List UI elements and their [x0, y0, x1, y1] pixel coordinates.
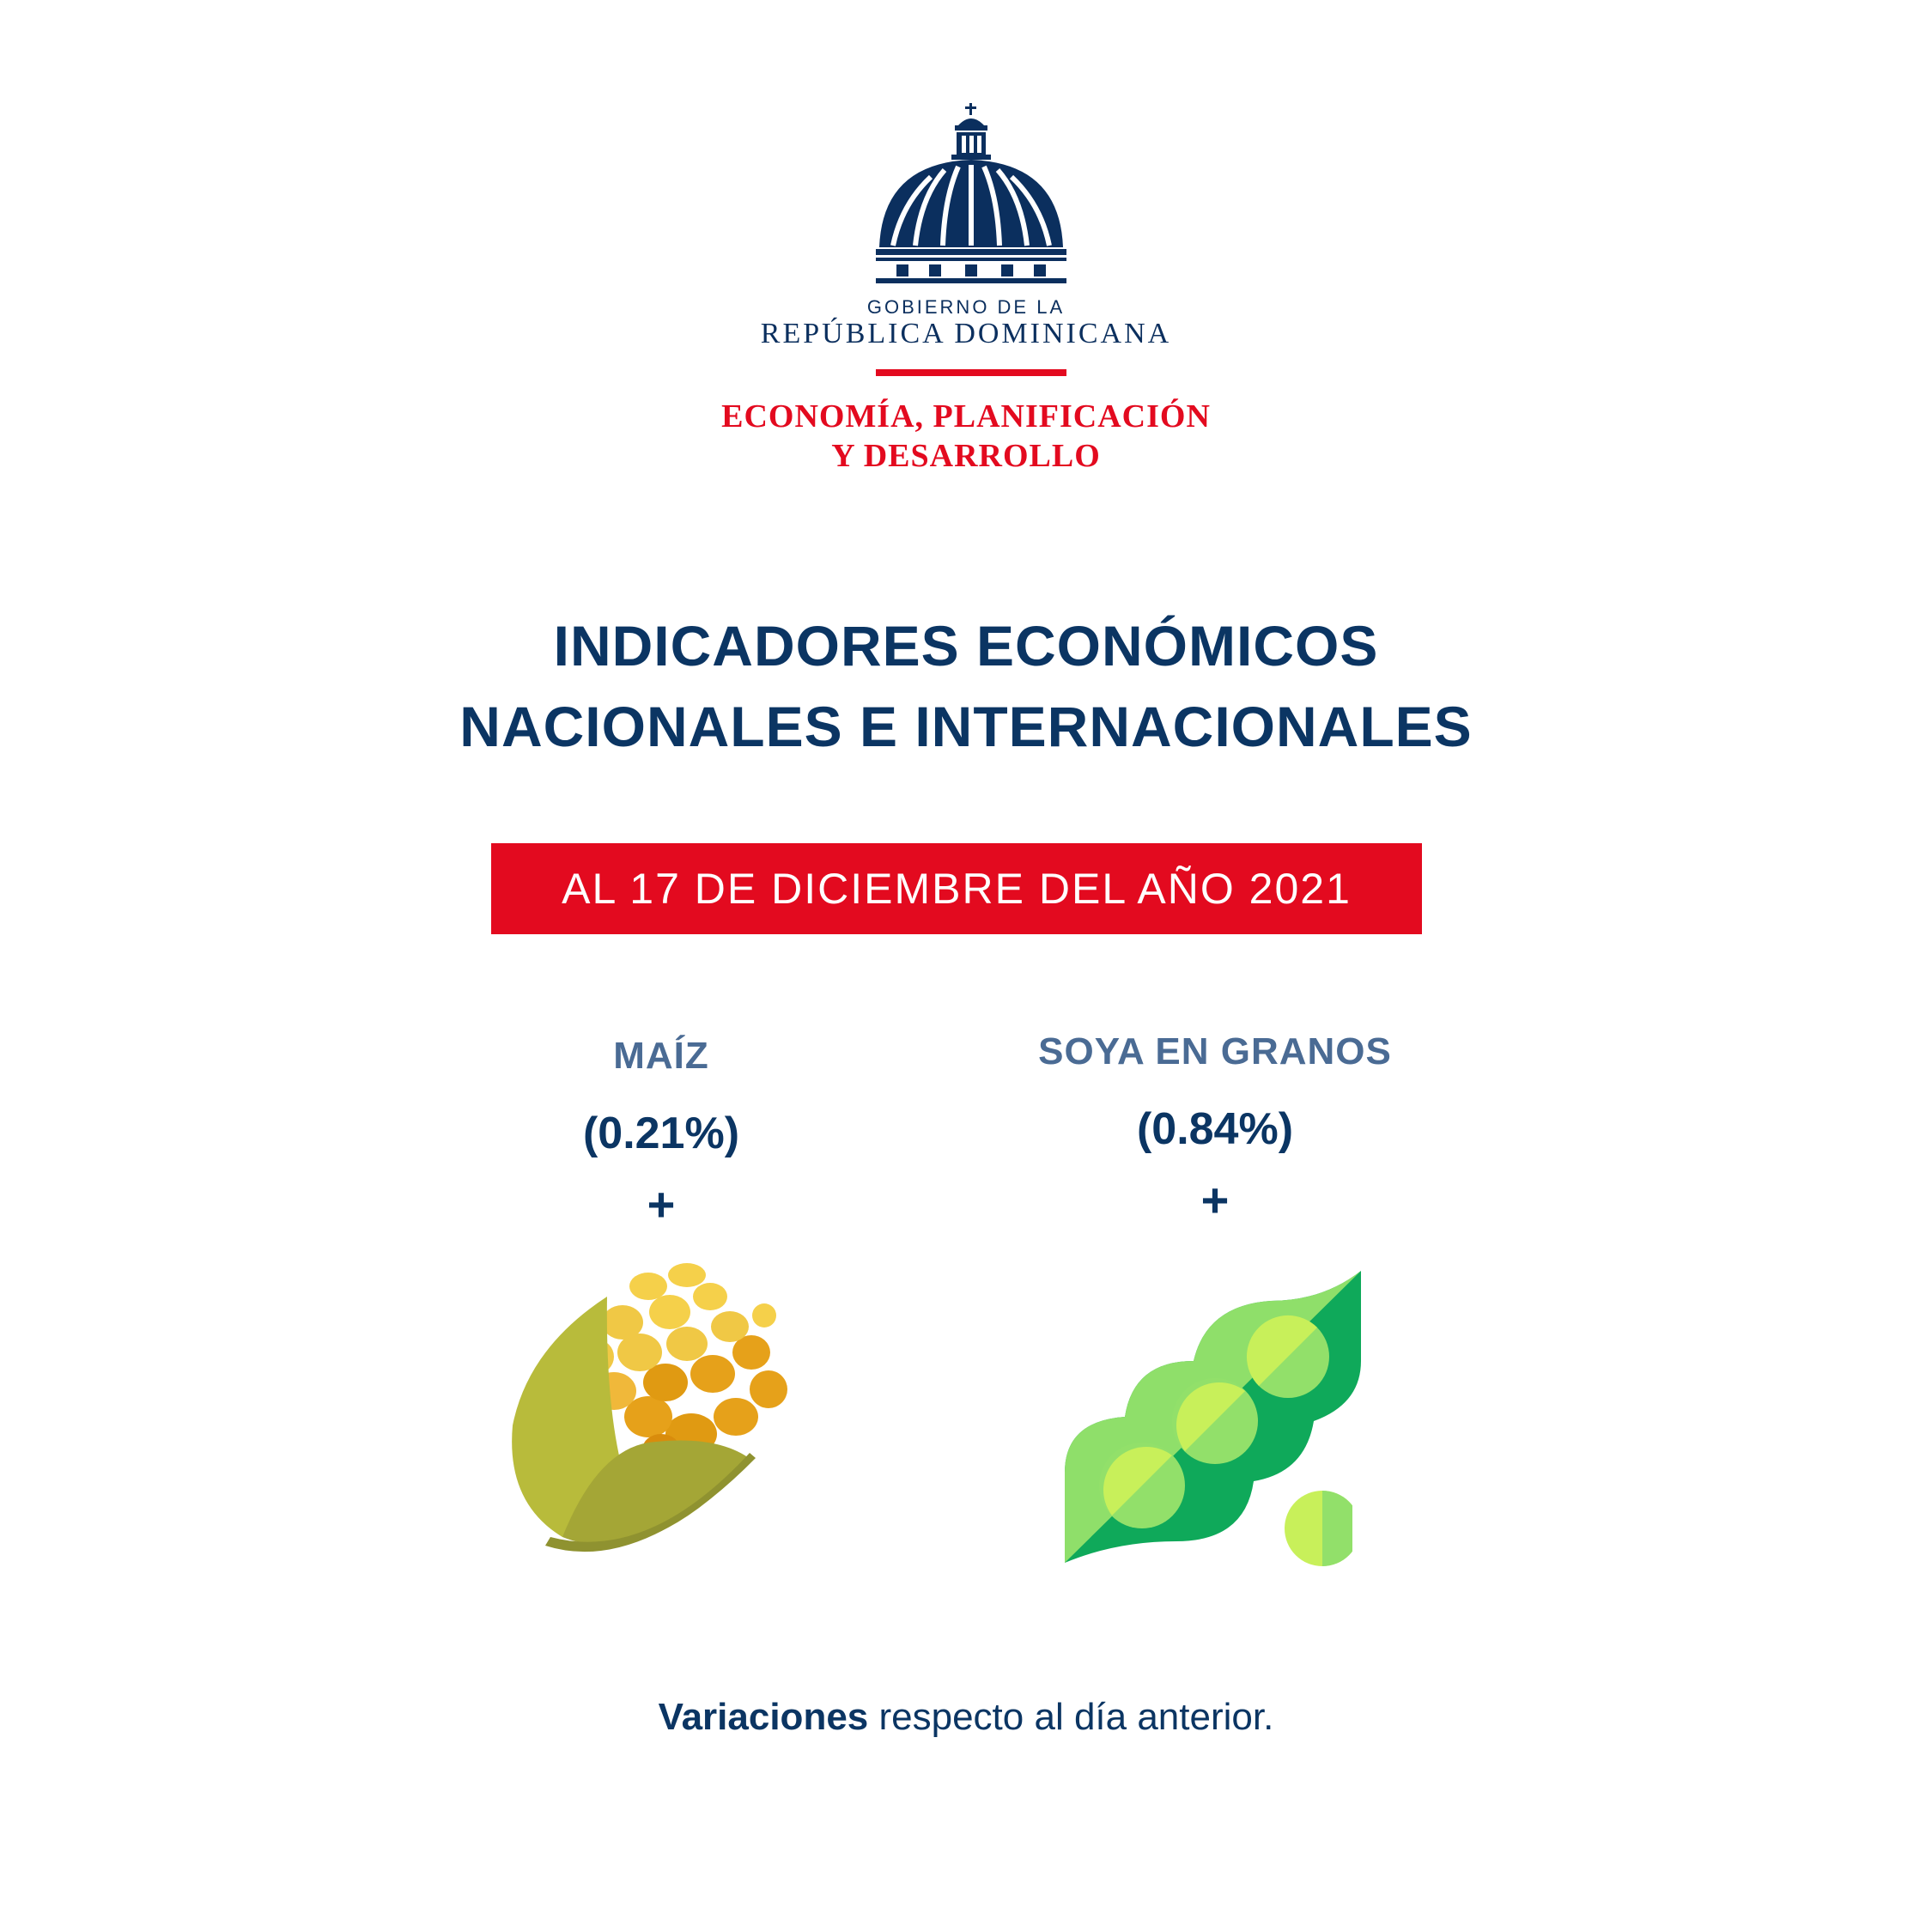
indicator-sign-soya: + — [1200, 1173, 1230, 1227]
indicator-value-maiz: (0.21%) — [582, 1109, 740, 1158]
page-title — [0, 605, 1932, 767]
corn-icon — [511, 1262, 807, 1563]
date-text: AL 17 DE DICIEMBRE DEL AÑO 2021 — [562, 865, 1352, 913]
indicator-name-soya: SOYA EN GRANOS — [1038, 1030, 1392, 1072]
gov-line1: GOBIERNO DE LA — [866, 296, 1066, 318]
logo-divider — [876, 369, 1066, 376]
pea-pod-icon — [1065, 1267, 1361, 1567]
ministry-line1: ECONOMÍA, PLANIFICACIÓN — [721, 398, 1211, 434]
title-line1: INDICADORES ECONÓMICOS — [553, 614, 1379, 677]
indicator-name-maiz: MAÍZ — [613, 1035, 709, 1077]
date-banner — [491, 843, 1422, 934]
footnote-rest: respecto al día anterior. — [868, 1696, 1274, 1738]
indicator-sign-maiz: + — [647, 1177, 676, 1231]
indicator-value-soya: (0.84%) — [1136, 1104, 1294, 1154]
title-line2: NACIONALES E INTERNACIONALES — [459, 695, 1473, 758]
footnote-bold: Variaciones — [658, 1696, 869, 1738]
government-dome-logo-icon — [876, 103, 1066, 283]
ministry-line2: Y DESARROLLO — [831, 438, 1101, 474]
footnote — [0, 1696, 1932, 1739]
gov-line2: REPÚBLICA DOMINICANA — [760, 318, 1172, 349]
ministry-name — [0, 397, 1932, 476]
